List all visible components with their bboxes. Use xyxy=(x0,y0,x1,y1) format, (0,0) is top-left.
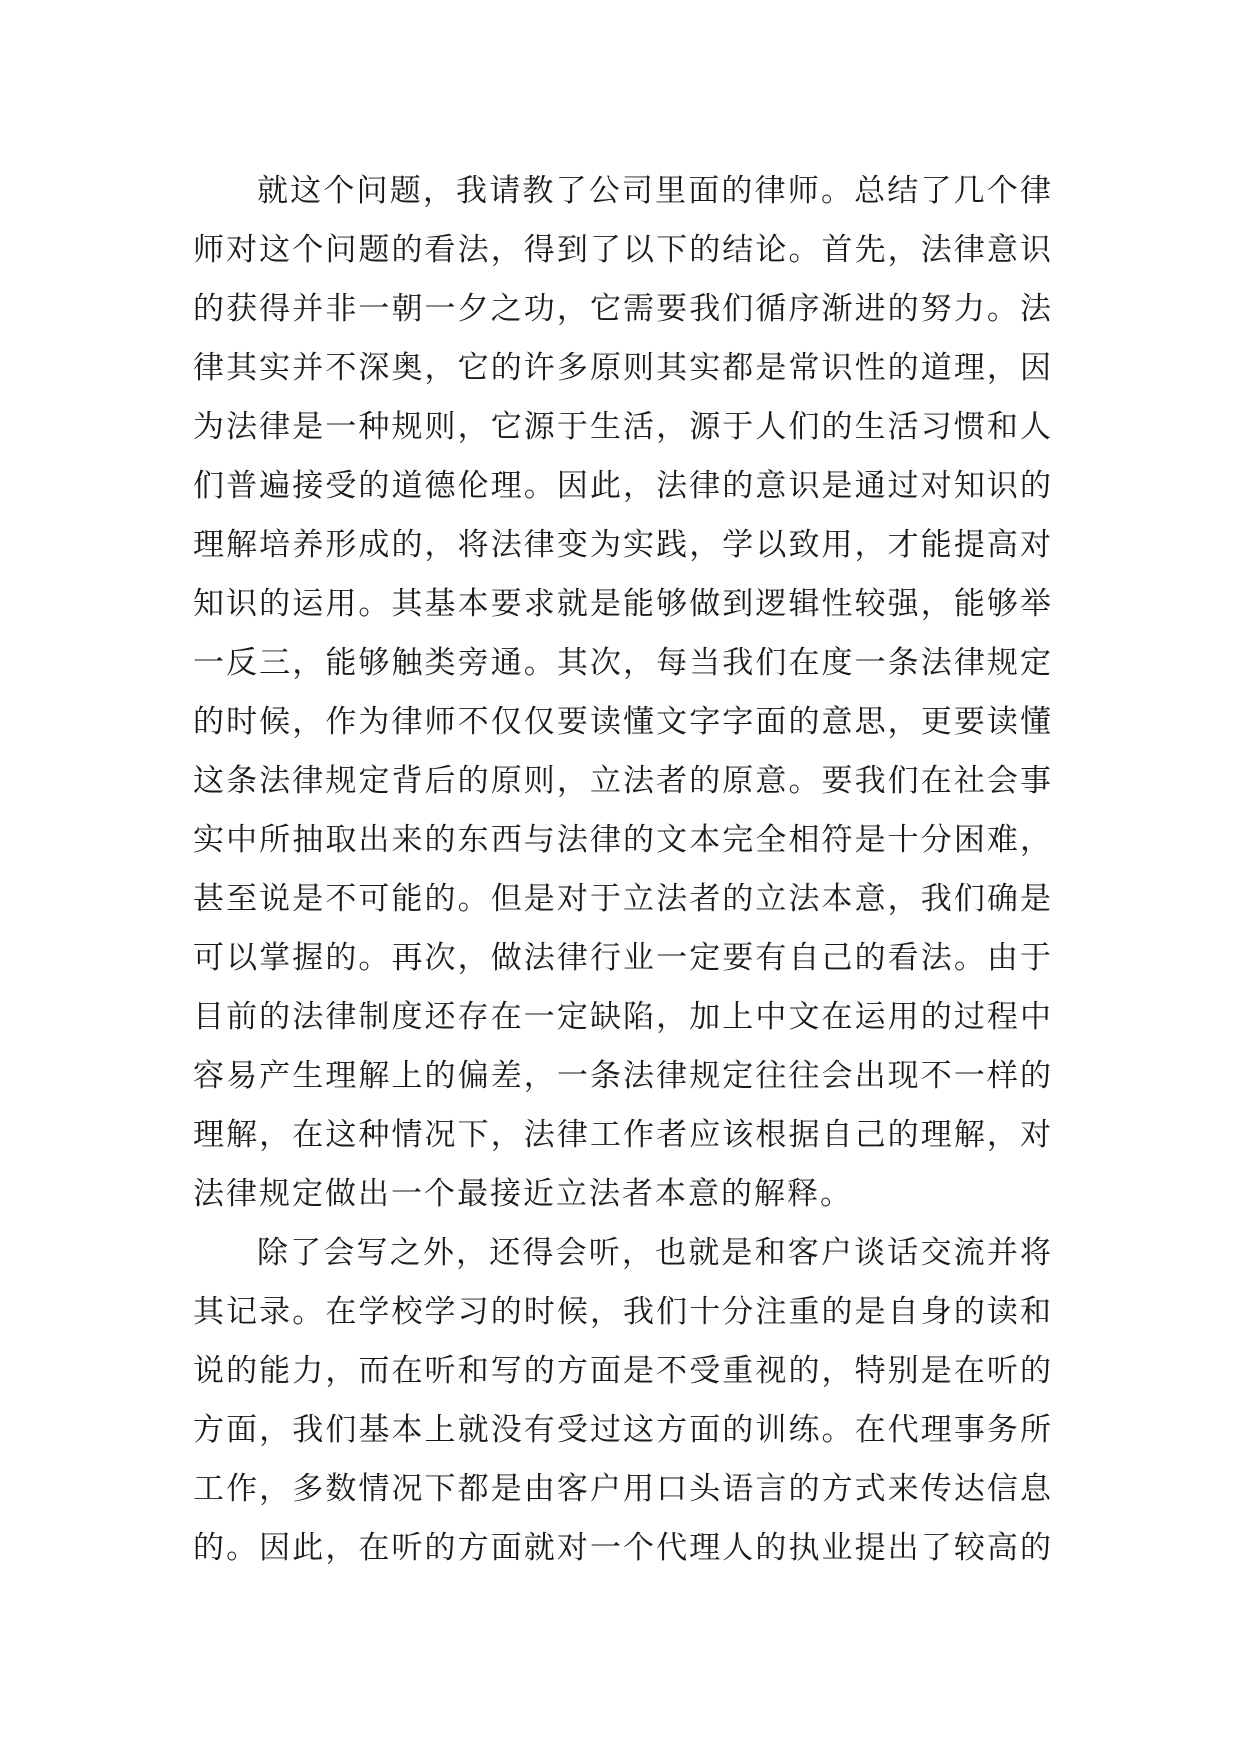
text-line: 师对这个问题的看法，得到了以下的结论。首先，法律意识 xyxy=(193,232,1053,268)
body-text xyxy=(193,162,1053,1578)
text-line: 甚至说是不可能的。但是对于立法者的立法本意，我们确是 xyxy=(193,881,1053,917)
text-line: 为法律是一种规则，它源于生活，源于人们的生活习惯和人 xyxy=(193,409,1053,445)
text-line: 这条法律规定背后的原则，立法者的原意。要我们在社会事 xyxy=(193,763,1053,799)
text-line: 工作，多数情况下都是由客户用口头语言的方式来传达信息 xyxy=(193,1471,1053,1507)
text-line: 们普遍接受的道德伦理。因此，法律的意识是通过对知识的 xyxy=(193,468,1053,504)
text-line: 实中所抽取出来的东西与法律的文本完全相符是十分困难， xyxy=(193,822,1053,858)
text-line: 其记录。在学校学习的时候，我们十分注重的是自身的读和 xyxy=(193,1294,1053,1330)
text-line: 目前的法律制度还存在一定缺陷，加上中文在运用的过程中 xyxy=(193,999,1053,1035)
text-line: 的获得并非一朝一夕之功，它需要我们循序渐进的努力。法 xyxy=(193,291,1053,327)
text-line: 一反三，能够触类旁通。其次，每当我们在度一条法律规定 xyxy=(193,645,1053,681)
text-line: 容易产生理解上的偏差，一条法律规定往往会出现不一样的 xyxy=(193,1058,1053,1094)
text-line: 除了会写之外，还得会听，也就是和客户谈话交流并将 xyxy=(257,1235,1053,1271)
text-line: 的。因此，在听的方面就对一个代理人的执业提出了较高的 xyxy=(193,1530,1053,1566)
text-line: 律其实并不深奥，它的许多原则其实都是常识性的道理，因 xyxy=(193,350,1053,386)
text-line: 说的能力，而在听和写的方面是不受重视的，特别是在听的 xyxy=(193,1353,1053,1389)
text-line: 可以掌握的。再次，做法律行业一定要有自己的看法。由于 xyxy=(193,940,1053,976)
text-line: 知识的运用。其基本要求就是能够做到逻辑性较强，能够举 xyxy=(193,586,1053,622)
paragraph xyxy=(193,162,1053,1224)
paragraph xyxy=(193,1224,1053,1578)
text-line: 理解培养形成的，将法律变为实践，学以致用，才能提高对 xyxy=(193,527,1053,563)
text-line: 理解，在这种情况下，法律工作者应该根据自己的理解，对 xyxy=(193,1117,1053,1153)
text-line: 方面，我们基本上就没有受过这方面的训练。在代理事务所 xyxy=(193,1412,1053,1448)
text-line: 就这个问题，我请教了公司里面的律师。总结了几个律 xyxy=(257,173,1053,209)
text-line: 的时候，作为律师不仅仅要读懂文字字面的意思，更要读懂 xyxy=(193,704,1053,740)
text-line: 法律规定做出一个最接近立法者本意的解释。 xyxy=(193,1176,853,1212)
